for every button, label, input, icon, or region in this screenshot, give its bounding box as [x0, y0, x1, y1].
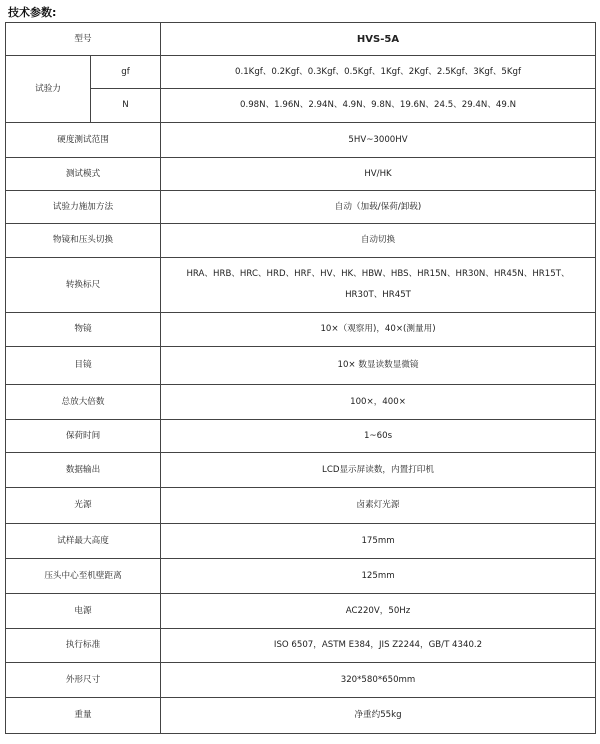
- row-value: 自动切换: [161, 224, 596, 258]
- row-value: 100×，400×: [161, 385, 596, 420]
- section-heading: 技术参数:: [8, 6, 57, 19]
- table-row: [6, 191, 596, 224]
- gf-unit: gf: [91, 56, 161, 89]
- row-value: 175mm: [161, 524, 596, 559]
- row-value: 125mm: [161, 559, 596, 594]
- table-row: [6, 89, 596, 123]
- row-label: 试样最大高度: [6, 524, 161, 559]
- row-label: 重量: [6, 698, 161, 734]
- row-value: HV/HK: [161, 158, 596, 191]
- table-row: [6, 56, 596, 89]
- table-row: [6, 158, 596, 191]
- row-label: 试验力施加方法: [6, 191, 161, 224]
- row-label: 物镜: [6, 313, 161, 347]
- table-row: [6, 385, 596, 420]
- table-row: [6, 488, 596, 524]
- row-label: 总放大倍数: [6, 385, 161, 420]
- table-row: [6, 123, 596, 158]
- table-row: [6, 453, 596, 488]
- row-label: 电源: [6, 594, 161, 629]
- row-value: 1~60s: [161, 420, 596, 453]
- table-row: [6, 258, 596, 313]
- row-value: 10× 数显读数显微镜: [161, 347, 596, 385]
- row-value: 自动（加载/保荷/卸载): [161, 191, 596, 224]
- n-values: 0.98N、1.96N、2.94N、4.9N、9.8N、19.6N、24.5、29.4N、49.N: [161, 89, 596, 123]
- gf-values: 0.1Kgf、0.2Kgf、0.3Kgf、0.5Kgf、1Kgf、2Kgf、2.5Kgf、3Kgf、5Kgf: [161, 56, 596, 89]
- row-label: 硬度测试范围: [6, 123, 161, 158]
- row-value: 5HV~3000HV: [161, 123, 596, 158]
- row-label: 光源: [6, 488, 161, 524]
- row-value: 净重约55kg: [161, 698, 596, 734]
- row-label: 测试模式: [6, 158, 161, 191]
- row-label: 外形尺寸: [6, 663, 161, 698]
- table-row: [6, 313, 596, 347]
- table-row: [6, 347, 596, 385]
- row-value: 10×（观察用)，40×(测量用): [161, 313, 596, 347]
- model-value: HVS-5A: [161, 23, 596, 56]
- table-row: [6, 559, 596, 594]
- spec-table: [5, 22, 596, 734]
- row-value: 卤素灯光源: [161, 488, 596, 524]
- row-label: 物镜和压头切换: [6, 224, 161, 258]
- table-row: [6, 420, 596, 453]
- row-label: 执行标准: [6, 629, 161, 663]
- row-value: AC220V，50Hz: [161, 594, 596, 629]
- row-label: 保荷时间: [6, 420, 161, 453]
- row-label: 压头中心至机壁距离: [6, 559, 161, 594]
- test-force-label: 试验力: [6, 56, 91, 123]
- table-row: [6, 629, 596, 663]
- row-value: ISO 6507，ASTM E384，JIS Z2244，GB/T 4340.2: [161, 629, 596, 663]
- row-value: 320*580*650mm: [161, 663, 596, 698]
- table-row: [6, 23, 596, 56]
- row-value: HRA、HRB、HRC、HRD、HRF、HV、HK、HBW、HBS、HR15N、HR30N、HR45N、HR15T、HR30T、HR45T: [161, 258, 596, 313]
- row-label: 数据输出: [6, 453, 161, 488]
- table-row: [6, 663, 596, 698]
- table-row: [6, 524, 596, 559]
- row-label: 转换标尺: [6, 258, 161, 313]
- n-unit: N: [91, 89, 161, 123]
- table-row: [6, 594, 596, 629]
- row-value: LCD显示屏读数，内置打印机: [161, 453, 596, 488]
- table-row: [6, 224, 596, 258]
- table-row: [6, 698, 596, 734]
- model-label: 型号: [6, 23, 161, 56]
- row-label: 目镜: [6, 347, 161, 385]
